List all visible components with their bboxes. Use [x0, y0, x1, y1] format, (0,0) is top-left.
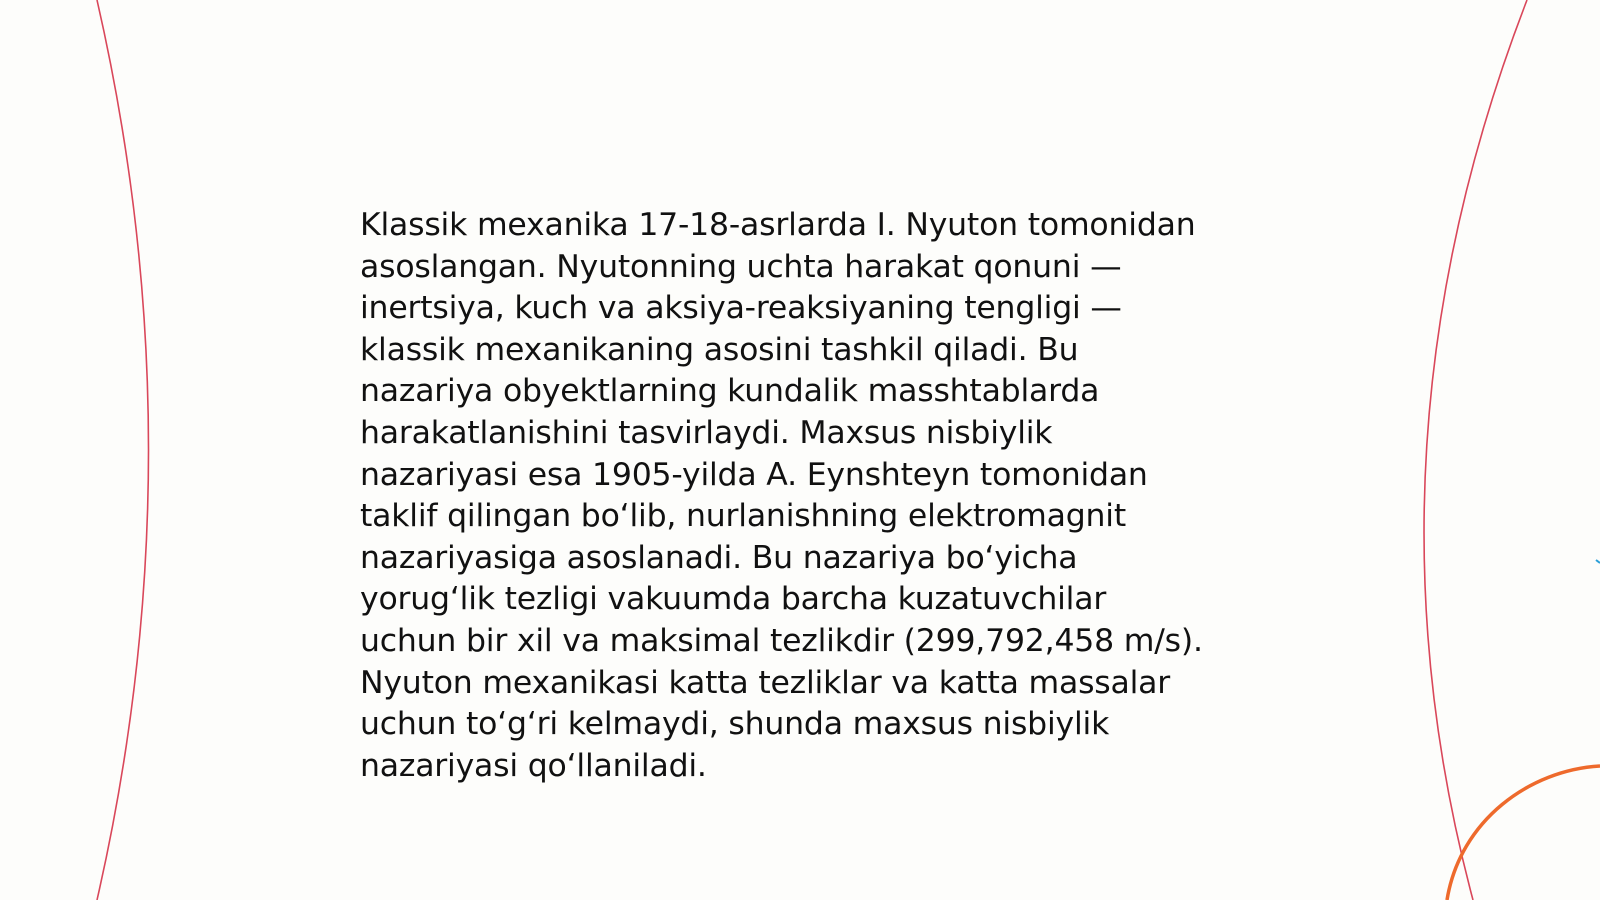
- right-curve-line: [1424, 0, 1527, 900]
- slide-body-text: Klassik mexanika 17-18-asrlarda I. Nyuton tomonidan asoslangan. Nyutonning uchta harakat qonuni — inertsiya, kuch va aksiya-reaksiyaning tengligi — klassik mexanikaning asosini tashkil qiladi. Bu nazariya obyektlarning kundalik masshtablarda harakatlanishini tasvirlaydi. Maxsus nisbiylik nazariyasi esa 1905-yilda A. Eynshteyn tomonidan taklif qilingan bo‘lib, nurlanishning elektromagnit nazariyasiga asoslanadi. Bu nazariya bo‘yicha yorug‘lik tezligi vakuumda barcha kuzatuvchilar uchun bir xil va maksimal tezlikdir (299,792,458 m/s). Nyuton mexanikasi katta tezliklar va katta massalar uchun to‘g‘ri kelmaydi, shunda maxsus nisbiylik nazariyasi qo‘llaniladi.: [360, 207, 1203, 784]
- left-curve-line: [97, 0, 149, 900]
- accent-arc: [1447, 766, 1600, 900]
- accent-mark: [1596, 560, 1600, 563]
